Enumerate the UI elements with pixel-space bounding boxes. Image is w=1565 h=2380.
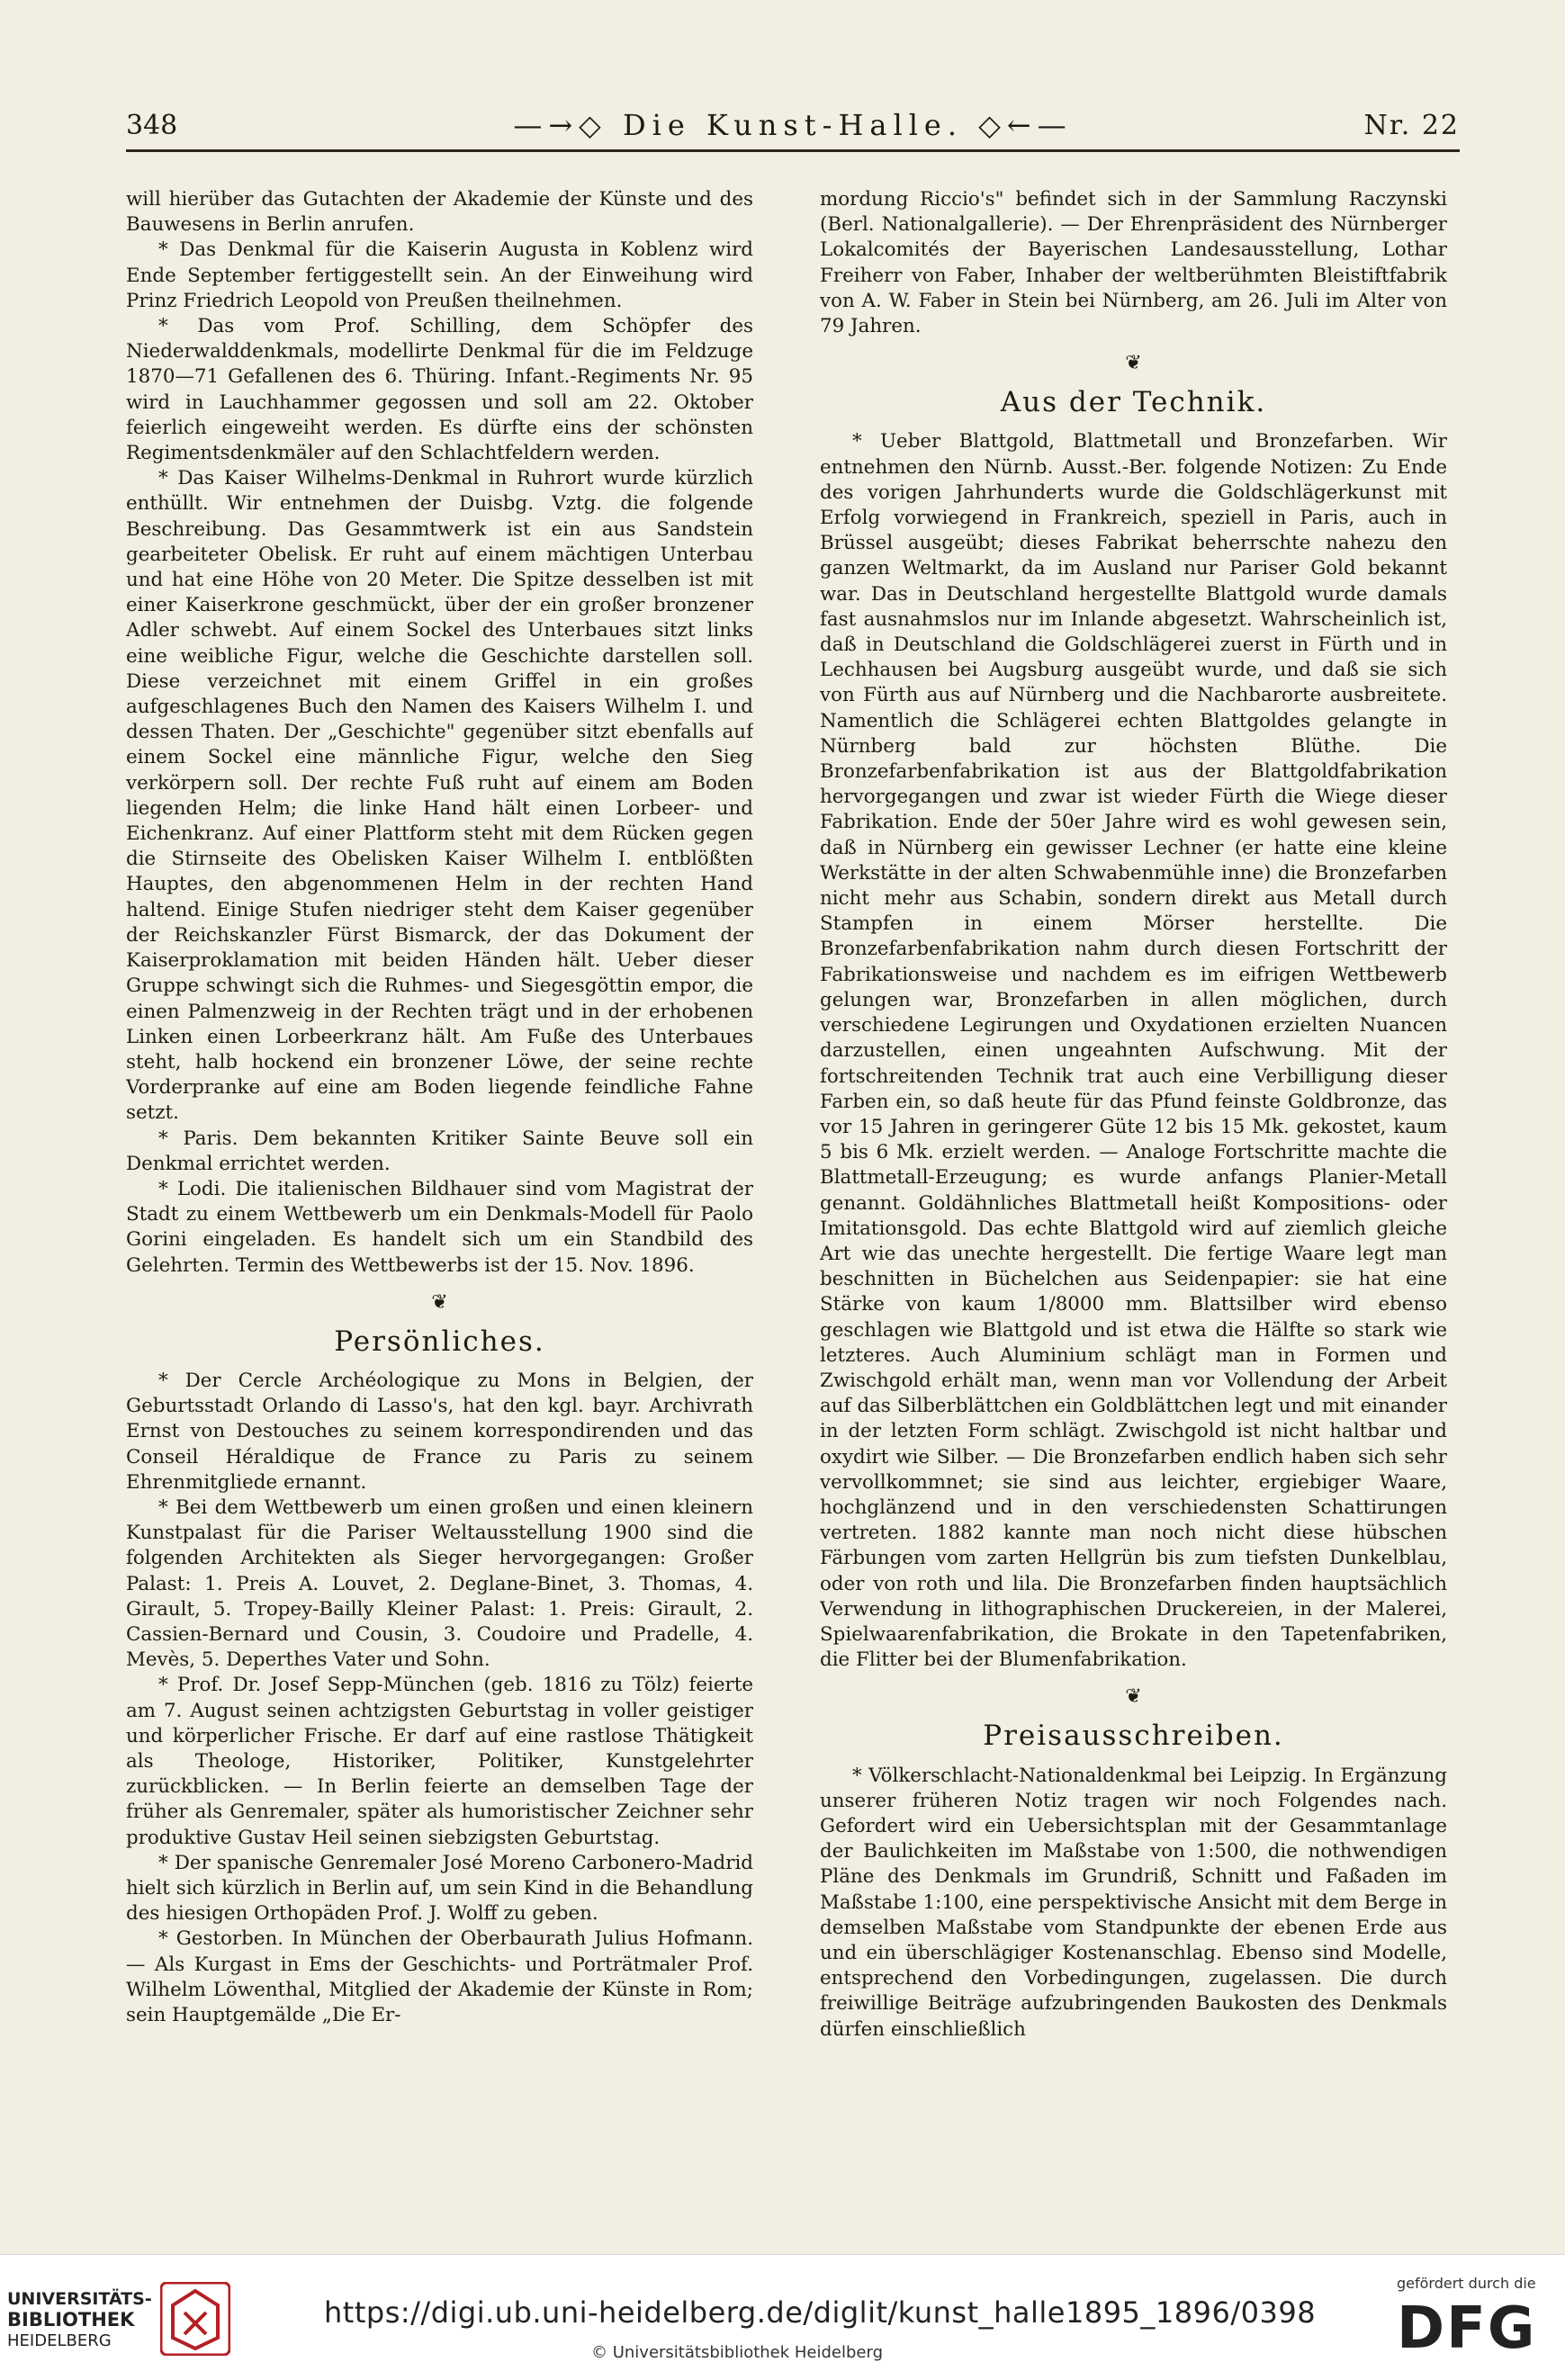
dfg-logo[interactable]: DFG bbox=[1397, 2295, 1537, 2362]
article-text: * Gestorben. In München der Oberbaurath Julius Hofmann. — Als Kurgast in Ems der Geschichts- und Porträtmaler Prof. Wilhelm Löwenthal, Mitglied der Akademie der Künste in Rom; sein Hauptgemälde „Die Er- bbox=[126, 1927, 753, 2027]
copyright-notice: © Universitätsbibliothek Heidelberg bbox=[591, 2343, 884, 2362]
journal-title bbox=[126, 108, 1460, 142]
viewer-footer bbox=[0, 2254, 1565, 2380]
article-text: * Das vom Prof. Schilling, dem Schöpfer des Niederwalddenkmals, modellirte Denkmal für die im Feldzuge 1870—71 Gefallenen des 6. Thüring. Infant.-Regiments Nr. 95 wird in Lauchhammer gegossen und soll am 22. Oktober feierlich eingeweiht werden. Es dürfte eins der schönsten Regimentsdenkmäler auf den Schlachtfeldern werden. bbox=[126, 315, 753, 465]
permalink-url[interactable]: https://digi.ub.uni-heidelberg.de/diglit/kunst_halle1895_1896/0398 bbox=[324, 2295, 1317, 2330]
article-text: * Lodi. Die italienischen Bildhauer sind vom Magistrat der Stadt zu einem Wettbewerb um ein Denkmals-Modell für Paolo Gorini eingeladen. Es handelt sich um ein Standbild des Gelehrten. Termin des Wettbewerbs ist der 15. Nov. 1896. bbox=[126, 1177, 753, 1277]
issue-number: Nr. 22 bbox=[1363, 110, 1460, 141]
left-column bbox=[126, 187, 753, 2149]
university-seal-icon bbox=[160, 2282, 230, 2356]
funding-note: gefördert durch die bbox=[1397, 2275, 1536, 2292]
journal-title-text: Die Kunst-Halle. bbox=[622, 108, 964, 142]
title-ornament-right: ◇←— bbox=[963, 108, 1073, 142]
article-text: * Das Denkmal für die Kaiserin Augusta in Koblenz wird Ende September fertiggestellt sein. An der Einweihung wird Prinz Friedrich Leopold von Preußen theilnehmen. bbox=[126, 238, 753, 312]
article-text: * Völkerschlacht-Nationaldenkmal bei Leipzig. In Ergänzung unserer früheren Notiz tragen wir noch Folgendes nach. Gefordert wird ein Uebersichtsplan mit der Gesammtanlage der Baulichkeiten im Maßstabe von 1:500, die nothwendigen Pläne des Denkmals im Grundriß, Schnitt und Faßaden im Maßstabe 1:100, eine perspektivische Ansicht mit dem Berge in demselben Maßstabe vom Standpunkte der ebenen Erde aus und ein überschlägiger Kostenanschlag. Ebenso sind Modelle, entsprechend den Vorbedingungen, zugelassen. Die durch freiwillige Beiträge aufzubringenden Baukosten des Denkmals dürfen einschließlich bbox=[820, 1764, 1447, 2041]
fleuron-icon: ❦ bbox=[431, 1290, 448, 1314]
page-header bbox=[126, 106, 1460, 151]
article-text: * Der spanische Genremaler José Moreno Carbonero-Madrid hielt sich kürzlich in Berlin auf, um sein Kind in die Behandlung des hiesigen Orthopäden Prof. J. Wolff zu geben. bbox=[126, 1851, 753, 1926]
section-heading-preisausschreiben: Preisausschreiben. bbox=[983, 1720, 1284, 1753]
right-column bbox=[820, 187, 1447, 2149]
page-number: 348 bbox=[126, 110, 178, 141]
fleuron-icon: ❦ bbox=[1125, 352, 1142, 375]
article-text: * Das Kaiser Wilhelms-Denkmal in Ruhrort wurde kürzlich enthüllt. Wir entnehmen der Duisbg. Vztg. die folgende Beschreibung. Das Gesammtwerk ist ein aus Sandstein gearbeiteter Obelisk. Er ruht auf einem mächtigen Unterbau und hat eine Höhe von 20 Meter. Die Spitze desselben ist mit einer Kaiserkrone geschmückt, über der ein großer bronzener Adler schwebt. Auf einem Sockel des Unterbaues sitzt links eine weibliche Figur, welche die Geschichte darstellen soll. Diese verzeichnet mit einem Griffel in ein großes aufgeschlagenes Buch den Namen des Kaisers Wilhelm I. und dessen Thaten. Der „Geschichte" gegenüber sitzt ebenfalls auf einem Sockel eine männliche Figur, welche den Sieg verkörpern soll. Der rechte Fuß ruht auf einem am Boden liegenden Helm; die linke Hand hält einen Lorbeer- und Eichenkranz. Auf einer Plattform steht mit dem Rücken gegen die Stirnseite des Obelisken Kaiser Wilhelm I. entblößten Hauptes, den abgenommenen Helm in der rechten Hand haltend. Einige Stufen niedriger steht dem Kaiser gegenüber der Reichskanzler Fürst Bismarck, der das Dokument der Kaiserproklamation mit beiden Händen hält. Ueber dieser Gruppe schwingt sich die Ruhmes- und Siegesgöttin empor, die einen Palmenzweig in der Rechten trägt und in der erhobenen Linken einen Lorbeerkranz hält. Am Fuße des Unterbaues steht, halb hockend ein bronzener Löwe, der seine rechte Vorderpranke auf eine am Boden liegende feindliche Fahne setzt. bbox=[126, 467, 753, 1125]
article-text: * Paris. Dem bekannten Kritiker Sainte Beuve soll ein Denkmal errichtet werden. bbox=[126, 1127, 753, 1175]
logo-line: HEIDELBERG bbox=[7, 2331, 112, 2350]
article-text: * Der Cercle Archéologique zu Mons in Belgien, der Geburtsstadt Orlando di Lasso's, hat den kgl. bayr. Archivrath Ernst von Destouches zu seinem korrespondirenden und das Conseil Héraldique de France zu Paris zu seinem Ehrenmitgliede ernannt. bbox=[126, 1369, 753, 1494]
logo-line: BIBLIOTHEK bbox=[7, 2309, 135, 2331]
section-heading-technik: Aus der Technik. bbox=[1000, 386, 1267, 419]
article-text: * Bei dem Wettbewerb um einen großen und einen kleinern Kunstpalast für die Pariser Weltausstellung 1900 sind die folgenden Architekten als Sieger hervorgegangen: Großer Palast: 1. Preis A. Louvet, 2. Deglane-Binet, 3. Thomas, 4. Girault, 5. Tropey-Bailly Kleiner Palast: 1. Preis: Girault, 2. Cassien-Bernard und Cousin, 3. Coudoire und Pradelle, 4. Mevès, 5. Deperthes Vater und Sohn. bbox=[126, 1495, 753, 1672]
logo-line: UNIVERSITÄTS- bbox=[7, 2289, 152, 2309]
library-logo[interactable] bbox=[7, 2289, 151, 2351]
article-text: will hierüber das Gutachten der Akademie der Künste und des Bauwesens in Berlin anrufen. bbox=[126, 188, 753, 237]
header-rule bbox=[126, 149, 1460, 152]
article-text: * Ueber Blattgold, Blattmetall und Bronzefarben. Wir entnehmen den Nürnb. Ausst.-Ber. folgende Notizen: Zu Ende des vorigen Jahrhunderts wurde die Goldschlägerkunst mit Erfolg vorwiegend in Frankreich, speziell in Paris, auch in Brüssel ausgeübt; dieses Fabrikat beherrschte nahezu den ganzen Weltmarkt, da im Ausland nur Pariser Gold bekannt war. Das in Deutschland hergestellte Blattgold wurde damals fast ausnahmslos nur im Inlande abgesetzt. Wahrscheinlich ist, daß in Deutschland die Goldschlägerei zuerst in Fürth und in Lechhausen bei Augsburg ausgeübt wurde, und daß sie sich von Fürth aus auf Nürnberg und die Nachbarorte ausbreitete. Namentlich die Schlägerei echten Blattgoldes gelangte in Nürnberg bald zur höchsten Blüthe. Die Bronzefarbenfabrikation ist aus der Blattgoldfabrikation hervorgegangen und zwar ist wieder Fürth die Wiege dieser Fabrikation. Ende der 50er Jahre wird es wohl gewesen sein, daß in Nürnberg ein gewisser Lechner (er hatte eine kleine Werkstätte in der alten Schwabenmühle inne) die Bronzefarben nicht mehr aus Schabin, sondern direkt aus Metall durch Stampfen in einem Mörser herstellte. Die Bronzefarbenfabrikation nahm durch diesen Fortschritt der Fabrikationsweise und nachdem es im eifrigen Wettbewerb gelungen war, Bronzefarben in allen möglichen, durch verschiedene Legirungen und Oxydationen erzielten Nuancen darzustellen, einen ungeahnten Aufschwung. Mit der fortschreitenden Technik trat auch eine Verbilligung dieser Farben ein, so daß heute für das Pfund feinste Goldbronze, das vor 15 Jahren in geringerer Güte 12 bis 15 Mk. gekostet, kaum 5 bis 6 Mk. erzielt werden. — Analoge Fortschritte machte die Blattmetall-Erzeugung; es wurde anfangs Planier-Metall genannt. Goldähnliches Blattmetall heißt Kompositions- oder Imitationsgold. Das echte Blattgold wird auf ziemlich gleiche Art wie das unechte hergestellt. Die fertige Waare legt man beschnitten in Büchelchen aus Seidenpapier: sie hat eine Stärke von kaum 1/8000 mm. Blattsilber wird ebenso geschlagen wie Blattgold und ist etwa die Hälfte so stark wie letzteres. Auch Aluminium schlägt man in Formen und Zwischgold erhält man, wenn man vor Vollendung der Arbeit auf das Silberblättchen ein Goldblättchen legt und mit einander in der letzten Form schlägt. Zwischgold ist nicht haltbar und oxydirt wie Silber. — Die Bronzefarben endlich haben sich sehr vervollkommnet; sie sind aus leichter, ergiebiger Waare, hochglänzend und in den verschiedensten Schattirungen vertreten. 1882 kannte man noch nicht diese hübschen Färbungen vom zarten Hellgrün bis zum tiefsten Dunkelblau, oder von roth und lila. Die Bronzefarben finden hauptsächlich Verwendung in lithographischen Druckereien, in der Malerei, Spielwaarenfabrikation, die Brokate in den Tapetenfabriken, die Flitter bei der Blumenfabrikation. bbox=[820, 430, 1447, 1672]
section-heading-persoenliches: Persönliches. bbox=[334, 1325, 545, 1358]
fleuron-icon: ❦ bbox=[1125, 1685, 1142, 1709]
title-ornament-left: —→◇ bbox=[513, 108, 623, 142]
article-text: mordung Riccio's" befindet sich in der Sammlung Raczynski (Berl. Nationalgallerie). — Der Ehrenpräsident des Nürnberger Lokalcomités der Bayerischen Landesausstellung, Lothar Freiherr von Faber, Inhaber der weltberühmten Bleistiftfabrik von A. W. Faber in Stein bei Nürnberg, am 26. Juli im Alter von 79 Jahren. bbox=[820, 188, 1447, 338]
article-text: * Prof. Dr. Josef Sepp-München (geb. 1816 zu Tölz) feierte am 7. August seinen achtzigsten Geburtstag in voller geistiger und körperlicher Frische. Er darf auf eine rastlose Thätigkeit als Theologe, Historiker, Politiker, Kunstgelehrter zurückblicken. — In Berlin feierte an demselben Tage der früher als Genremaler, später als humoristischer Zeichner sehr produktive Gustav Heil seinen siebzigsten Geburtstag. bbox=[126, 1674, 753, 1849]
